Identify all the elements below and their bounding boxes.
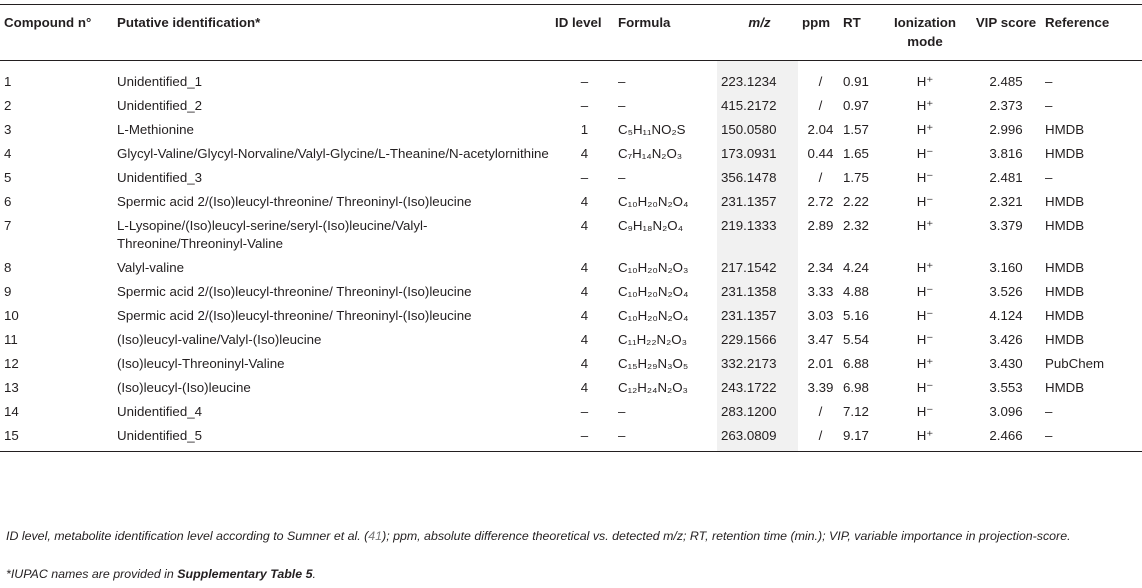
- cell-id-level: 4: [580, 218, 589, 233]
- cell-id-level: 1: [580, 122, 589, 137]
- cell-ppm: 2.72: [807, 194, 834, 209]
- table-row: [0, 424, 1142, 452]
- cell-ionization: H⁻: [916, 194, 934, 209]
- cell-mz: 231.1357: [717, 304, 798, 328]
- cell-vip: 2.996: [989, 122, 1023, 137]
- cell-id-level: –: [580, 98, 589, 113]
- cell-id-level: –: [580, 404, 589, 419]
- cell-vip: 2.373: [989, 98, 1023, 113]
- cell-compound-number: 10: [4, 308, 19, 323]
- cell-vip: 3.379: [989, 218, 1023, 233]
- iupac-prefix: *IUPAC names are provided in: [6, 567, 178, 581]
- table-row: [0, 94, 1142, 118]
- cell-formula: C₇H₁₄N₂O₃: [618, 146, 683, 161]
- header-formula: Formula: [614, 5, 717, 61]
- header-identification: Putative identification*: [113, 5, 551, 61]
- cell-identification: Unidentified_5: [113, 424, 551, 452]
- cell-identification: (Iso)leucyl-(Iso)leucine: [117, 380, 251, 395]
- cell-id-level: 4: [580, 356, 589, 371]
- table-row: [0, 280, 1142, 304]
- cell-compound-number: 5: [4, 170, 12, 185]
- iupac-suffix: .: [312, 567, 316, 581]
- cell-ppm: /: [818, 170, 823, 185]
- table-row: [0, 61, 1142, 95]
- cell-rt: 2.32: [843, 218, 869, 233]
- cell-mz: 332.2173: [717, 352, 798, 376]
- cell-formula: –: [618, 404, 626, 419]
- cell-compound-number: 15: [0, 424, 113, 452]
- cell-ppm: 3.03: [807, 308, 834, 323]
- cell-ionization: H⁻: [916, 308, 934, 323]
- cell-compound-number: 13: [4, 380, 19, 395]
- cell-rt: 6.98: [843, 380, 869, 395]
- cell-ionization: H⁺: [916, 122, 934, 137]
- cell-reference: HMDB: [1045, 380, 1085, 395]
- cell-identification: (Iso)leucyl-Threoninyl-Valine: [117, 356, 285, 371]
- cell-ionization: H⁺: [916, 260, 934, 275]
- cell-reference: HMDB: [1045, 260, 1085, 275]
- cell-mz: 356.1478: [717, 166, 798, 190]
- cell-rt: 4.88: [843, 284, 869, 299]
- cell-reference: –: [1045, 404, 1053, 419]
- cell-vip: 3.096: [989, 404, 1023, 419]
- cell-id-level: 4: [580, 380, 589, 395]
- table-row: [0, 352, 1142, 376]
- table-row: [0, 304, 1142, 328]
- cell-mz: 283.1200: [717, 400, 798, 424]
- cell-rt: 6.88: [843, 356, 869, 371]
- cell-ionization: H⁻: [916, 380, 934, 395]
- header-rt: RT: [839, 5, 879, 61]
- cell-reference: –: [1045, 74, 1053, 89]
- cell-identification: Unidentified_1: [117, 74, 203, 89]
- table-row: [0, 400, 1142, 424]
- cell-ppm: /: [818, 74, 823, 89]
- cell-id-level: –: [580, 74, 589, 89]
- cell-rt: 1.57: [843, 122, 869, 137]
- header-reference: Reference: [1041, 5, 1142, 61]
- cell-mz: 231.1358: [717, 280, 798, 304]
- cell-vip: 2.466: [967, 424, 1041, 452]
- cell-formula: –: [614, 424, 717, 452]
- cell-id-level: 4: [580, 284, 589, 299]
- cell-id-level: –: [580, 170, 589, 185]
- cell-ionization: H⁺: [916, 74, 934, 89]
- cell-compound-number: 8: [4, 260, 12, 275]
- cell-reference: HMDB: [1045, 122, 1085, 137]
- table-row: [0, 118, 1142, 142]
- cell-formula: –: [618, 74, 626, 89]
- table-row: [0, 190, 1142, 214]
- cell-reference: –: [1045, 170, 1053, 185]
- cell-ionization: H⁺: [879, 424, 967, 452]
- cell-reference: HMDB: [1045, 284, 1085, 299]
- cell-identification: Spermic acid 2/(Iso)leucyl-threonine/ Threoninyl-(Iso)leucine: [117, 308, 472, 323]
- cell-mz: 219.1333: [717, 214, 798, 256]
- header-compound: Compound n°: [0, 5, 113, 61]
- iupac-footnote: [6, 565, 1136, 583]
- cell-vip: 2.321: [989, 194, 1023, 209]
- cell-ppm: 2.01: [807, 356, 834, 371]
- cell-mz: 223.1234: [717, 61, 798, 95]
- cell-ppm: /: [798, 424, 839, 452]
- cell-reference: HMDB: [1045, 146, 1085, 161]
- cell-mz: 217.1542: [717, 256, 798, 280]
- cell-formula: C₁₁H₂₂N₂O₃: [618, 332, 688, 347]
- cell-compound-number: 14: [4, 404, 19, 419]
- cell-rt: 1.65: [843, 146, 869, 161]
- cell-identification: Glycyl-Valine/Glycyl-Norvaline/Valyl-Glycine/L-Theanine/N-acetylornithine: [117, 146, 549, 161]
- table-footnote: [6, 527, 1136, 545]
- cell-ionization: H⁻: [916, 404, 934, 419]
- cell-ppm: 2.89: [807, 218, 834, 233]
- cell-compound-number: 3: [4, 122, 12, 137]
- cell-formula: C₁₂H₂₄N₂O₃: [618, 380, 688, 395]
- table-header: [0, 5, 1142, 61]
- cell-reference: –: [1041, 424, 1142, 452]
- metabolite-table: [0, 4, 1142, 452]
- footnote-text-2: ); ppm, absolute difference theoretical vs. detected m/z; RT, retention time (min.); VIP, variable importance in projection-score.: [382, 529, 1071, 543]
- table-row: [0, 142, 1142, 166]
- cell-reference: HMDB: [1045, 194, 1085, 209]
- cell-identification: L-Lysopine/(Iso)leucyl-serine/seryl-(Iso)leucine/Valyl-Threonine/Threoninyl-Valine: [117, 218, 428, 251]
- cell-rt: 2.22: [843, 194, 869, 209]
- cell-id-level: 4: [580, 332, 589, 347]
- cell-compound-number: 2: [4, 98, 12, 113]
- cell-reference: –: [1045, 98, 1053, 113]
- cell-reference: HMDB: [1045, 308, 1085, 323]
- cell-vip: 2.481: [989, 170, 1023, 185]
- cell-mz: 243.1722: [717, 376, 798, 400]
- cell-compound-number: 6: [4, 194, 12, 209]
- table-row: [0, 166, 1142, 190]
- table-row: [0, 328, 1142, 352]
- cell-identification: Unidentified_3: [117, 170, 203, 185]
- cell-ppm: 2.34: [807, 260, 834, 275]
- cell-identification: Unidentified_2: [117, 98, 203, 113]
- cell-ionization: H⁻: [916, 170, 934, 185]
- cell-vip: 3.430: [989, 356, 1023, 371]
- cell-identification: Unidentified_4: [117, 404, 203, 419]
- cell-identification: L-Methionine: [117, 122, 194, 137]
- cell-formula: C₁₀H₂₀N₂O₄: [618, 284, 689, 299]
- cell-vip: 3.553: [989, 380, 1023, 395]
- cell-ionization: H⁺: [916, 98, 934, 113]
- cell-rt: 4.24: [843, 260, 869, 275]
- cell-ionization: H⁺: [916, 356, 934, 371]
- supplementary-table-link[interactable]: Supplementary Table 5: [177, 567, 313, 581]
- cell-formula: –: [618, 98, 626, 113]
- cell-formula: C₁₅H₂₉N₃O₅: [618, 356, 689, 371]
- cell-identification: Spermic acid 2/(Iso)leucyl-threonine/ Threoninyl-(Iso)leucine: [117, 194, 472, 209]
- cell-formula: C₉H₁₈N₂O₄: [618, 218, 684, 233]
- cell-id-level: 4: [580, 194, 589, 209]
- cell-vip: 3.526: [989, 284, 1023, 299]
- cell-id-level: 4: [580, 146, 589, 161]
- cell-compound-number: 9: [4, 284, 12, 299]
- citation-link[interactable]: 41: [368, 529, 383, 543]
- cell-ppm: 3.33: [807, 284, 834, 299]
- header-vip: VIP score: [967, 5, 1041, 61]
- cell-rt: 9.17: [839, 424, 879, 452]
- cell-rt: 5.54: [843, 332, 869, 347]
- cell-compound-number: 1: [4, 74, 12, 89]
- table-row: [0, 376, 1142, 400]
- cell-ppm: 3.47: [807, 332, 834, 347]
- cell-ppm: /: [818, 404, 823, 419]
- cell-rt: 0.91: [843, 74, 869, 89]
- cell-vip: 2.485: [989, 74, 1023, 89]
- cell-mz: 415.2172: [717, 94, 798, 118]
- cell-formula: C₁₀H₂₀N₂O₄: [618, 308, 689, 323]
- cell-rt: 5.16: [843, 308, 869, 323]
- cell-mz: 263.0809: [717, 424, 798, 452]
- cell-mz: 229.1566: [717, 328, 798, 352]
- cell-mz: 150.0580: [717, 118, 798, 142]
- footnote-text-1: ID level, metabolite identification level according to Sumner et al. (: [6, 529, 369, 543]
- table-row: [0, 256, 1142, 280]
- cell-ionization: H⁻: [916, 332, 934, 347]
- cell-mz: 173.0931: [717, 142, 798, 166]
- cell-identification: Valyl-valine: [117, 260, 185, 275]
- table-row: [0, 214, 1142, 256]
- cell-compound-number: 7: [4, 218, 12, 233]
- cell-rt: 7.12: [843, 404, 869, 419]
- cell-mz: 231.1357: [717, 190, 798, 214]
- table-body: [0, 61, 1142, 452]
- header-mz: m/z: [717, 5, 798, 61]
- cell-compound-number: 12: [4, 356, 19, 371]
- cell-vip: 3.816: [989, 146, 1023, 161]
- cell-formula: C₅H₁₁NO₂S: [618, 122, 686, 137]
- cell-vip: 3.160: [989, 260, 1023, 275]
- cell-identification: (Iso)leucyl-valine/Valyl-(Iso)leucine: [117, 332, 322, 347]
- cell-ionization: H⁺: [916, 218, 934, 233]
- cell-vip: 4.124: [989, 308, 1023, 323]
- cell-reference: HMDB: [1045, 332, 1085, 347]
- cell-ppm: 0.44: [807, 146, 834, 161]
- cell-ionization: H⁻: [916, 146, 934, 161]
- cell-ppm: 2.04: [807, 122, 834, 137]
- cell-id-level: –: [551, 424, 614, 452]
- cell-ppm: 3.39: [807, 380, 834, 395]
- cell-identification: Spermic acid 2/(Iso)leucyl-threonine/ Threoninyl-(Iso)leucine: [117, 284, 472, 299]
- header-ppm: ppm: [798, 5, 839, 61]
- cell-compound-number: 4: [4, 146, 12, 161]
- cell-formula: C₁₀H₂₀N₂O₃: [618, 260, 689, 275]
- cell-vip: 3.426: [989, 332, 1023, 347]
- cell-compound-number: 11: [4, 332, 18, 347]
- cell-id-level: 4: [580, 260, 589, 275]
- cell-reference: HMDB: [1045, 218, 1085, 233]
- cell-rt: 0.97: [843, 98, 869, 113]
- cell-ppm: /: [818, 98, 823, 113]
- cell-formula: C₁₀H₂₀N₂O₄: [618, 194, 689, 209]
- header-id-level: ID level: [551, 5, 614, 61]
- cell-id-level: 4: [580, 308, 589, 323]
- cell-reference: PubChem: [1045, 356, 1105, 371]
- cell-rt: 1.75: [843, 170, 869, 185]
- header-ionization: Ionization mode: [879, 5, 967, 61]
- cell-formula: –: [618, 170, 626, 185]
- cell-ionization: H⁻: [916, 284, 934, 299]
